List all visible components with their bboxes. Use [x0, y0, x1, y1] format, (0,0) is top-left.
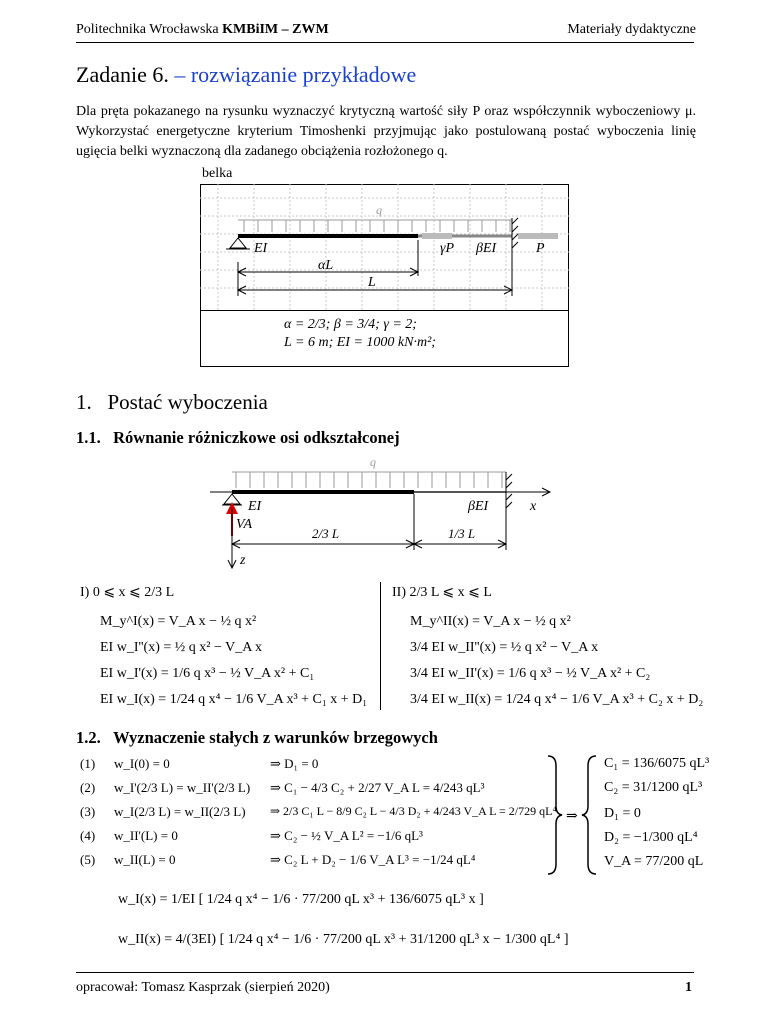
intro-paragraph: Dla pręta pokazanego na rysunku wyznaczyć krytyczną wartość siły P oraz współczynnik wyboczeniowy μ. Wykorzystać energetyczne kryterium Timoshenki przyjmując jako postulowaną postać wyboczenia linię ugięcia belki wyznaczoną dla zadanego obciążenia rozłożonego q.: [76, 104, 696, 159]
eq-moment-2: M_y^II(x) = V_A x − ½ q x²: [410, 614, 571, 629]
beam-figure: [200, 162, 570, 367]
figure-label: belka: [202, 166, 233, 181]
scheme-ei-label: EI: [248, 499, 262, 514]
range-segment-1: I) 0 ⩽ x ⩽ 2/3 L: [80, 585, 175, 600]
solution-va: V_A = 77/200 qL: [604, 854, 704, 869]
eq-deflection-2: 3/4 EI w_II(x) = 1/24 q x⁴ − 1/6 V_A x³ + C₂ x + D₂: [410, 692, 704, 707]
bc-4-result: ⇒ C₂ − ½ V_A L² = −1/6 qL³: [270, 828, 423, 843]
subsection-1-1-title: Równanie różniczkowe osi odkształconej: [113, 428, 400, 447]
eq-moment-1: M_y^I(x) = V_A x − ½ q x²: [100, 614, 257, 629]
bc-5-result: ⇒ C₂ L + D₂ − 1/6 V_A L³ = −1/24 qL⁴: [270, 852, 476, 867]
eq-curvature-2: 3/4 EI w_II''(x) = ½ q x² − V_A x: [410, 640, 599, 655]
ei-label: EI: [254, 241, 268, 256]
distributed-load: [238, 220, 512, 232]
params-line-2: L = 6 m; EI = 1000 kN·m²;: [284, 335, 436, 350]
bc-5-condition: w_II(L) = 0: [114, 852, 176, 867]
eq-curvature-1: EI w_I''(x) = ½ q x² − V_A x: [100, 640, 263, 655]
page-title: [76, 62, 416, 88]
header-right: Materiały dydaktyczne: [567, 22, 696, 37]
header-rule: [76, 42, 694, 43]
subsection-1-1-number: 1.1.: [76, 428, 101, 447]
section-1-title: Postać wyboczenia: [107, 390, 268, 414]
bc-2-number: (2): [80, 780, 96, 795]
eq-slope-1: EI w_I'(x) = 1/6 q x³ − ½ V_A x² + C₁: [100, 666, 315, 681]
va-label: VA: [236, 517, 253, 532]
eq-slope-2: 3/4 EI w_II'(x) = 1/6 q x³ − ½ V_A x² + C₂: [410, 666, 651, 681]
bc-3-condition: w_I(2/3 L) = w_II(2/3 L): [114, 804, 246, 819]
scheme-beta-ei-label: βEI: [468, 499, 489, 514]
static-scheme-figure: [200, 456, 570, 576]
solution-d2: D₂ = −1/300 qL⁴: [604, 830, 698, 845]
right-brace: [548, 756, 562, 874]
deflection-function-1: w_I(x) = 1/EI [ 1/24 q x⁴ − 1/6 · 77/200 qL x³ + 136/6075 qL³ x ]: [118, 892, 484, 907]
header-university: Politechnika Wrocławska: [76, 22, 223, 37]
alpha-l-label: αL: [318, 258, 334, 273]
left-brace: [582, 756, 596, 874]
footer-rule: [76, 972, 694, 973]
bc-3-number: (3): [80, 804, 96, 819]
footer-author: opracował: Tomasz Kasprzak (sierpień 2020): [76, 980, 330, 995]
title-main: Zadanie 6.: [76, 62, 169, 87]
scheme-dims: [232, 494, 506, 550]
subsection-1-2-heading: [76, 728, 438, 748]
scheme-load: [232, 472, 506, 488]
solution-d1: D₁ = 0: [604, 806, 641, 821]
gamma-p-label: γP: [440, 241, 455, 256]
section-1-heading: [76, 390, 268, 415]
range-divider: [380, 582, 381, 710]
bc-1-number: (1): [80, 756, 96, 771]
z-axis-label: z: [240, 553, 246, 568]
x-axis-label: x: [530, 499, 537, 514]
scheme-q-label: q: [370, 456, 376, 469]
solution-c2: C₂ = 31/1200 qL³: [604, 780, 703, 795]
subsection-1-1-heading: [76, 428, 400, 448]
subsection-1-2-title: Wyznaczenie stałych z warunków brzegowych: [113, 728, 438, 747]
bc-5-number: (5): [80, 852, 96, 867]
bc-4-number: (4): [80, 828, 96, 843]
load-q-label: q: [376, 203, 382, 217]
bc-1-result: ⇒ D₁ = 0: [270, 756, 319, 771]
section-1-number: 1.: [76, 390, 92, 414]
eq-deflection-1: EI w_I(x) = 1/24 q x⁴ − 1/6 V_A x³ + C₁ x + D₁: [100, 692, 368, 707]
bc-3-result: ⇒ 2/3 C₁ L − 8/9 C₂ L − 4/3 D₂ + 4/243 V_A L = 2/729 qL⁴: [270, 804, 557, 818]
params-line-1: α = 2/3; β = 3/4; γ = 2;: [284, 317, 417, 332]
dim-two-thirds-l: 2/3 L: [312, 526, 340, 541]
p-label: P: [536, 241, 545, 256]
l-label: L: [368, 275, 376, 290]
header-department: KMBiIM – ZWM: [222, 22, 329, 37]
braces-implication: [540, 752, 610, 878]
bc-2-condition: w_I'(2/3 L) = w_II'(2/3 L): [114, 780, 251, 795]
bc-1-condition: w_I(0) = 0: [114, 756, 170, 771]
pin-support: [230, 238, 246, 248]
dim-one-third-l: 1/3 L: [448, 526, 476, 541]
range-segment-2: II) 2/3 L ⩽ x ⩽ L: [392, 585, 492, 600]
beta-ei-label: βEI: [476, 241, 497, 256]
solution-c1: C₁ = 136/6075 qL³: [604, 756, 710, 771]
header-left: [76, 22, 329, 38]
page-number: 1: [685, 980, 692, 995]
title-accent: – rozwiązanie przykładowe: [174, 62, 417, 87]
clamp-support: [512, 218, 518, 254]
bc-4-condition: w_II'(L) = 0: [114, 828, 178, 843]
deflection-function-2: w_II(x) = 4/(3EI) [ 1/24 q x⁴ − 1/6 · 77/200 qL x³ + 31/1200 qL³ x − 1/300 qL⁴ ]: [118, 932, 569, 947]
bc-2-result: ⇒ C₁ − 4/3 C₂ + 2/27 V_A L = 4/243 qL³: [270, 780, 485, 795]
subsection-1-2-number: 1.2.: [76, 728, 101, 747]
implication-arrow: ⇒: [566, 808, 578, 824]
